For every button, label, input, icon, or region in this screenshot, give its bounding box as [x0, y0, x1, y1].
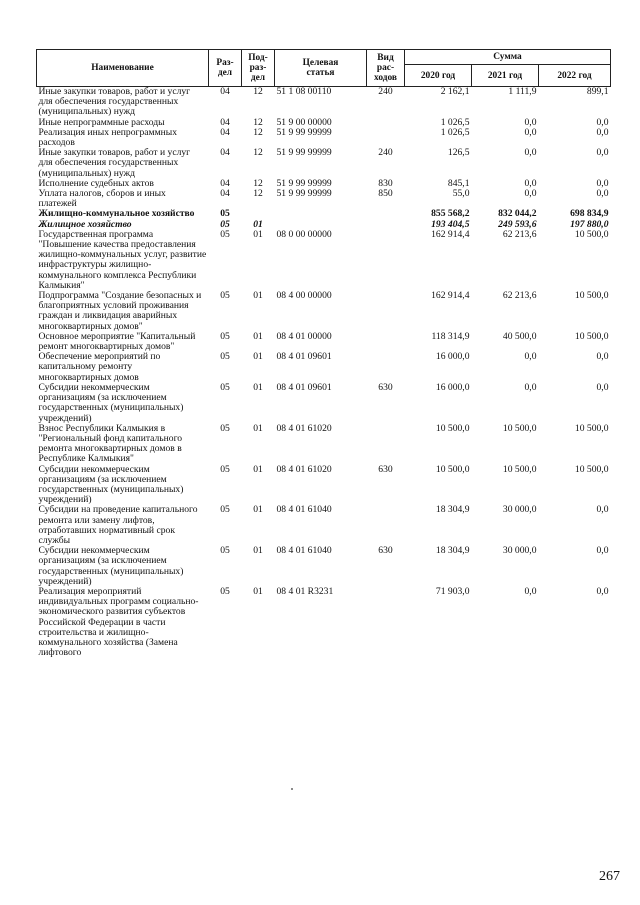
- table-header: [37, 50, 611, 87]
- row-celevaya-statya: 08 4 01 61040: [276, 504, 332, 516]
- row-razdel: 05: [220, 218, 230, 230]
- row-sum-2020: 16 000,0: [435, 351, 470, 363]
- row-razdel: 05: [220, 228, 230, 240]
- row-sum-2022: 197 880,0: [570, 218, 609, 230]
- row-vid-rashodov: [367, 209, 405, 219]
- row-podrazdel: 01: [253, 422, 263, 434]
- row-name: Реализация мероприятий индивидуальных программ социально-экономического развития субъектов Российской Федерации в части строительства и жилищно-коммунального хозяйства (Замена лифтового: [38, 585, 199, 659]
- row-sum-2021: 249 593,6: [498, 218, 537, 230]
- table-row: [37, 505, 611, 546]
- row-sum-2022: 0,0: [596, 545, 609, 557]
- header-razdel: Раз- дел: [209, 50, 242, 87]
- row-sum-2022: 0,0: [596, 585, 609, 597]
- row-podrazdel: 12: [253, 116, 263, 128]
- row-name: Субсидии на проведение капитального ремонта или замену лифтов, отработавших нормативный срок службы: [38, 504, 198, 546]
- row-sum-2020: 16 000,0: [435, 381, 470, 393]
- row-sum-2021: 10 500,0: [502, 422, 537, 434]
- row-sum-2021: 62 213,6: [502, 290, 537, 302]
- row-podrazdel: 01: [253, 290, 263, 302]
- row-vid-rashodov: 830: [378, 177, 393, 189]
- row-sum-2020: 162 914,4: [431, 228, 470, 240]
- row-sum-2021: 0,0: [524, 351, 537, 363]
- row-razdel: 05: [220, 290, 230, 302]
- row-sum-2021: 30 000,0: [502, 504, 537, 516]
- table-row: [37, 128, 611, 148]
- row-celevaya-statya: 08 4 01 00000: [276, 330, 332, 342]
- row-vid-rashodov: [367, 128, 405, 148]
- row-celevaya-statya: 51 9 99 99999: [276, 126, 332, 138]
- table-row: [37, 424, 611, 465]
- row-sum-2021: 0,0: [524, 116, 537, 128]
- row-sum-2021: 0,0: [524, 177, 537, 189]
- row-name: Исполнение судебных актов: [38, 177, 154, 189]
- row-razdel: 04: [220, 147, 230, 159]
- row-podrazdel: 01: [253, 585, 263, 597]
- row-celevaya-statya: 08 4 01 09601: [276, 381, 332, 393]
- row-podrazdel: 01: [253, 463, 263, 475]
- row-name: Субсидии некоммерческим организациям (за исключением государственных (муниципальных) учреждений): [38, 545, 184, 587]
- row-sum-2022: 10 500,0: [574, 228, 609, 240]
- row-podrazdel: 01: [253, 381, 263, 393]
- row-sum-2021: 10 500,0: [502, 463, 537, 475]
- table-row: [37, 189, 611, 209]
- row-vid-rashodov: [367, 587, 405, 658]
- row-sum-2021: 40 500,0: [502, 330, 537, 342]
- row-sum-2021: 0,0: [524, 381, 537, 393]
- row-sum-2020: 71 903,0: [435, 585, 470, 597]
- table-row: [37, 230, 611, 291]
- row-sum-2022: 0,0: [596, 351, 609, 363]
- row-sum-2020: 855 568,2: [431, 208, 470, 220]
- table-row: [37, 352, 611, 383]
- row-sum-2022: 10 500,0: [574, 463, 609, 475]
- row-sum-2020: 193 404,5: [431, 218, 470, 230]
- row-sum-2020: 162 914,4: [431, 290, 470, 302]
- row-sum-2021: 0,0: [524, 585, 537, 597]
- row-sum-2022: 698 834,9: [570, 208, 609, 220]
- row-razdel: 05: [220, 585, 230, 597]
- row-sum-2020: 10 500,0: [435, 422, 470, 434]
- scan-speck: [291, 788, 293, 790]
- row-vid-rashodov: [367, 291, 405, 332]
- row-sum-2020: 845,1: [447, 177, 470, 189]
- row-celevaya-statya: 08 4 01 61040: [276, 545, 332, 557]
- row-name: Обеспечение мероприятий по капитальному ремонту многоквартирных домов: [38, 351, 161, 383]
- table-row: [37, 87, 611, 118]
- row-podrazdel: 12: [253, 188, 263, 200]
- row-vid-rashodov: [367, 332, 405, 352]
- table-row: [37, 587, 611, 658]
- row-sum-2022: 10 500,0: [574, 290, 609, 302]
- row-name: Основное мероприятие "Капитальный ремонт многоквартирных домов": [38, 330, 196, 353]
- header-year-2021: 2021 год: [472, 65, 539, 87]
- row-sum-2020: 118 314,9: [431, 330, 470, 342]
- header-summa: Сумма: [405, 50, 611, 65]
- row-sum-2020: 126,5: [447, 147, 470, 159]
- row-sum-2022: 0,0: [596, 116, 609, 128]
- header-year-2020: 2020 год: [405, 65, 472, 87]
- row-name: Реализация иных непрограммных расходов: [38, 126, 178, 149]
- row-vid-rashodov: [367, 220, 405, 230]
- header-name: Наименование: [37, 50, 209, 87]
- row-name: Взнос Республики Калмыкия в "Региональный фонд капитального ремонта многоквартирных домов в Республике Калмыкия": [38, 422, 183, 465]
- row-vid-rashodov: [367, 118, 405, 128]
- row-name: Иные закупки товаров, работ и услуг для обеспечения государственных (муниципальных) нужд: [38, 86, 191, 118]
- row-name: Подпрограмма "Создание безопасных и благоприятных условий проживания граждан и ликвидация аварийных многоквартирных домов": [38, 290, 202, 332]
- row-razdel: 05: [220, 330, 230, 342]
- row-vid-rashodov: 850: [378, 188, 393, 200]
- row-vid-rashodov: 630: [378, 545, 393, 557]
- row-sum-2022: 0,0: [596, 188, 609, 200]
- header-podrazdel: Под- раз- дел: [242, 50, 275, 87]
- row-podrazdel: 01: [253, 351, 263, 363]
- row-sum-2021: 30 000,0: [502, 545, 537, 557]
- row-razdel: 04: [220, 116, 230, 128]
- budget-table: [36, 49, 611, 658]
- table-row: [37, 332, 611, 352]
- row-name: Субсидии некоммерческим организациям (за исключением государственных (муниципальных) учреждений): [38, 463, 184, 506]
- row-podrazdel: 12: [253, 86, 263, 97]
- row-razdel: 04: [220, 86, 230, 97]
- row-sum-2022: 899,1: [586, 86, 609, 97]
- row-sum-2020: 18 304,9: [435, 504, 470, 516]
- row-razdel: 04: [220, 177, 230, 189]
- row-sum-2021: 62 213,6: [502, 228, 537, 240]
- row-podrazdel: 01: [253, 545, 263, 557]
- row-celevaya-statya: 51 9 00 00000: [276, 116, 332, 128]
- table-row: [37, 383, 611, 424]
- row-sum-2022: 0,0: [596, 381, 609, 393]
- table-row: [37, 291, 611, 332]
- row-sum-2022: 0,0: [596, 126, 609, 138]
- row-razdel: 05: [220, 381, 230, 393]
- row-sum-2021: 0,0: [524, 188, 537, 200]
- row-sum-2022: 0,0: [596, 177, 609, 189]
- table-row: [37, 148, 611, 179]
- row-celevaya-statya: 51 9 99 99999: [276, 177, 332, 189]
- row-razdel: 05: [220, 463, 230, 475]
- row-sum-2022: 10 500,0: [574, 422, 609, 434]
- row-podrazdel: 12: [253, 126, 263, 138]
- header-celevaya-statya: Целевая статья: [275, 50, 367, 87]
- header-year-2022: 2022 год: [539, 65, 611, 87]
- row-sum-2021: 0,0: [524, 126, 537, 138]
- row-name: Жилищно-коммунальное хозяйство: [38, 208, 195, 220]
- row-celevaya-statya: 08 4 01 R3231: [276, 585, 334, 597]
- row-celevaya-statya: 08 4 00 00000: [276, 290, 332, 302]
- row-razdel: 05: [220, 504, 230, 516]
- row-vid-rashodov: 240: [378, 86, 393, 97]
- row-vid-rashodov: [367, 352, 405, 383]
- row-name: Субсидии некоммерческим организациям (за исключением государственных (муниципальных) учреждений): [38, 381, 184, 424]
- row-razdel: 05: [220, 422, 230, 434]
- row-celevaya-statya: 51 9 99 99999: [276, 188, 332, 200]
- row-celevaya-statya: 08 4 01 61020: [276, 463, 332, 475]
- row-vid-rashodov: [367, 424, 405, 465]
- row-vid-rashodov: 240: [378, 147, 393, 159]
- row-podrazdel: 01: [253, 504, 263, 516]
- row-sum-2021: 832 044,2: [498, 208, 537, 220]
- row-name: Жилищное хозяйство: [38, 218, 132, 230]
- row-celevaya-statya: 08 4 01 61020: [276, 422, 332, 434]
- row-sum-2020: 2 162,1: [440, 86, 470, 97]
- table-row: [37, 546, 611, 587]
- table-body: [37, 87, 611, 659]
- row-sum-2022: 0,0: [596, 147, 609, 159]
- row-name: Государственная программа "Повышение качества предоставления жилищно-коммунальных услуг, развитие инфраструктуры жилищно-коммунального комплекса Республики Калмыкия": [38, 228, 207, 291]
- row-celevaya-statya: 08 0 00 00000: [276, 228, 332, 240]
- row-sum-2022: 10 500,0: [574, 330, 609, 342]
- row-vid-rashodov: 630: [378, 381, 393, 393]
- row-vid-rashodov: [367, 505, 405, 546]
- row-razdel: 05: [220, 208, 230, 220]
- row-sum-2021: 0,0: [524, 147, 537, 159]
- row-razdel: 04: [220, 126, 230, 138]
- row-podrazdel: 01: [253, 330, 263, 342]
- row-sum-2022: 0,0: [596, 504, 609, 516]
- row-vid-rashodov: [367, 230, 405, 291]
- row-sum-2020: 1 026,5: [440, 126, 470, 138]
- row-name: Иные непрограммные расходы: [38, 116, 165, 128]
- row-sum-2020: 1 026,5: [440, 116, 470, 128]
- page-number: 267: [599, 869, 620, 884]
- table-row: [37, 465, 611, 506]
- row-celevaya-statya: 08 4 01 09601: [276, 351, 332, 363]
- row-podrazdel: 01: [253, 228, 263, 240]
- row-razdel: 04: [220, 188, 230, 200]
- row-podrazdel: 12: [253, 147, 263, 159]
- row-sum-2020: 10 500,0: [435, 463, 470, 475]
- row-sum-2021: 1 111,9: [508, 86, 537, 97]
- header-vid-rashodov: Вид рас- ходов: [367, 50, 405, 87]
- row-name: Иные закупки товаров, работ и услуг для обеспечения государственных (муниципальных) нужд: [38, 147, 191, 179]
- row-celevaya-statya: 51 9 99 99999: [276, 147, 332, 159]
- row-name: Уплата налогов, сборов и иных платежей: [38, 188, 166, 210]
- row-sum-2020: 18 304,9: [435, 545, 470, 557]
- row-podrazdel: 12: [253, 177, 263, 189]
- row-vid-rashodov: 630: [378, 463, 393, 475]
- row-razdel: 05: [220, 545, 230, 557]
- row-sum-2020: 55,0: [452, 188, 470, 200]
- row-celevaya-statya: [275, 209, 367, 219]
- row-podrazdel: 01: [253, 218, 263, 230]
- row-razdel: 05: [220, 351, 230, 363]
- row-celevaya-statya: 51 1 08 00110: [276, 86, 332, 97]
